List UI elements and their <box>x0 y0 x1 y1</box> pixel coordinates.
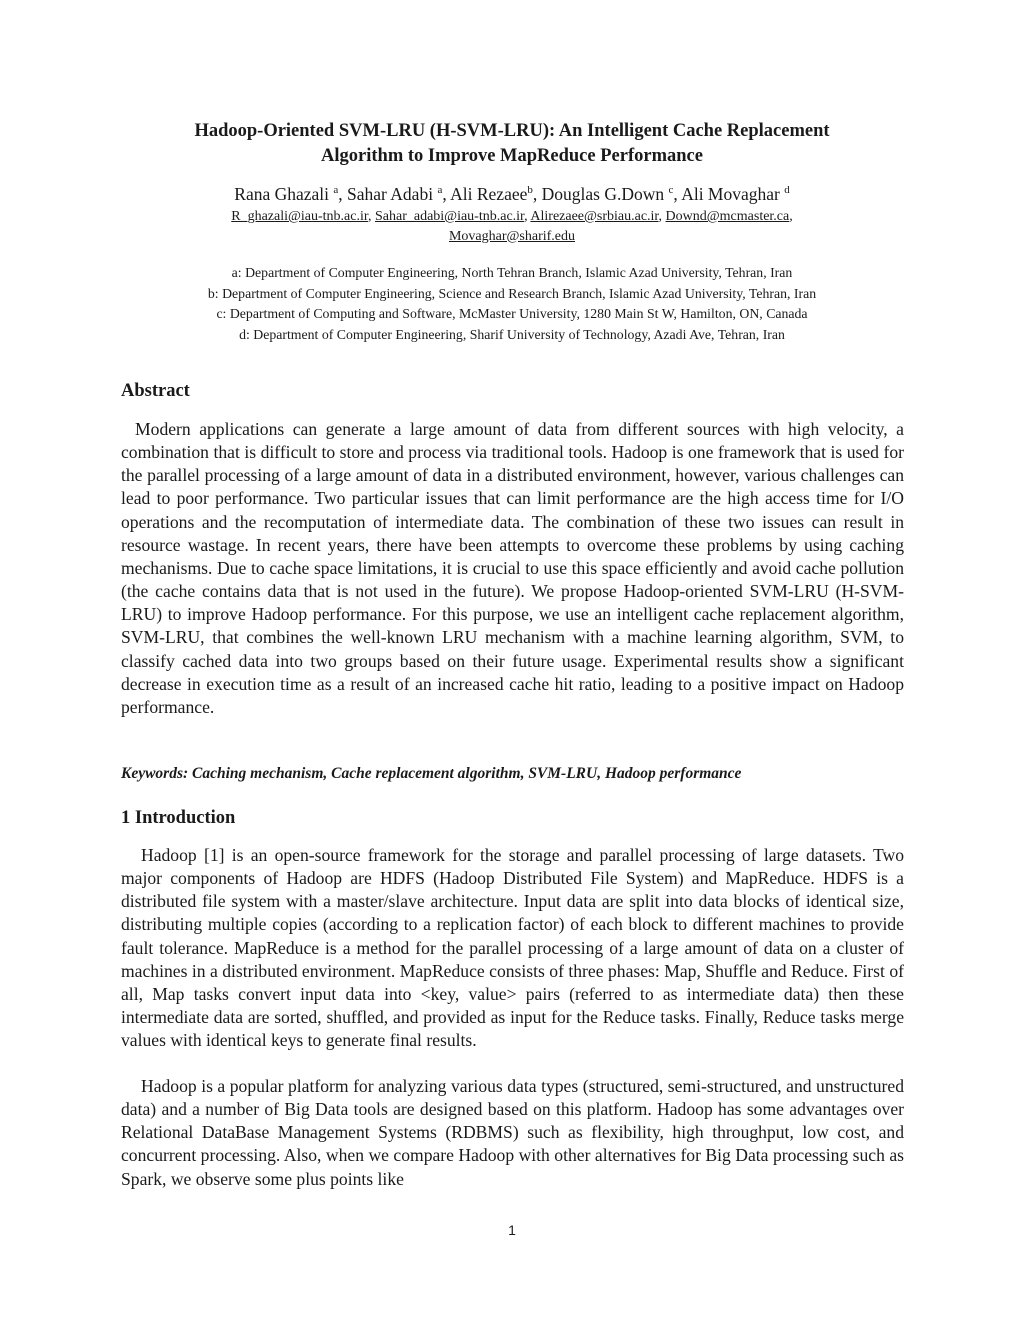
paper-title <box>120 119 904 169</box>
abstract-heading: Abstract <box>121 381 190 401</box>
title-line-1: Hadoop-Oriented SVM-LRU (H-SVM-LRU): An Intelligent Cache Replacement <box>194 121 830 141</box>
affiliation-list <box>110 263 914 345</box>
author-affiliation-mark: a <box>333 184 339 197</box>
author-name: Sahar Adabi <box>347 184 434 204</box>
affiliation-item: b: Department of Computer Engineering, Science and Research Branch, Islamic Azad University, Tehran, Iran <box>207 285 817 301</box>
introduction-heading: 1 Introduction <box>121 808 236 828</box>
email-link[interactable]: Alirezaee@srbiau.ac.ir <box>530 209 659 224</box>
page-number: 1 <box>508 1222 516 1238</box>
author-affiliation-mark: d <box>784 184 790 197</box>
author-name: Douglas G.Down <box>541 184 665 204</box>
email-link[interactable]: R_ghazali@iau-tnb.ac.ir <box>231 209 368 224</box>
introduction-paragraph-2: Hadoop is a popular platform for analyzing various data types (structured, semi-structured, and unstructured data) and a number of Big Data tools are designed based on this platform. Hadoop has some advantages over Relational DataBase Management Systems (RDBMS) such as flexibility, high throughput, low cost, and concurrent processing. Also, when we compare Hadoop with other alternatives for Big Data processing such as Spark, we observe some plus points like <box>121 1076 904 1189</box>
title-line-2: Algorithm to Improve MapReduce Performance <box>321 146 703 166</box>
affiliation-item: d: Department of Computer Engineering, Sharif University of Technology, Azadi Ave, Tehran, Iran <box>239 326 785 342</box>
email-link[interactable]: Movaghar@sharif.edu <box>448 228 576 244</box>
email-link[interactable]: Downd@mcmaster.ca <box>665 209 790 224</box>
email-list: R_ghazali@iau-tnb.ac.ir, Sahar_adabi@iau-tnb.ac.ir, Alirezaee@srbiau.ac.ir, Downd@mcmaster.ca, Movaghar@sharif.edu <box>231 209 793 244</box>
author-affiliation-mark: b <box>527 184 533 197</box>
introduction-paragraph-1: Hadoop [1] is an open-source framework for the storage and parallel processing of large datasets. Two major components of Hadoop are HDFS (Hadoop Distributed File System) and MapReduce. HDFS is a distributed file system with a master/slave architecture. Input data are split into data blocks of identical size, distributing multiple copies (according to a replication factor) of each block to different machines to provide fault tolerance. MapReduce is a method for the parallel processing of a large amount of data on a cluster of machines in a distributed environment. MapReduce consists of three phases: Map, Shuffle and Reduce. First of all, Map tasks convert input data into <key, value> pairs (referred to as intermediate data) then these intermediate data are sorted, shuffled, and provided as input for the Reduce tasks. Finally, Reduce tasks merge values with identical keys to generate final results. <box>121 845 904 1051</box>
keywords: Keywords: Caching mechanism, Cache replacement algorithm, SVM-LRU, Hadoop performance <box>121 765 742 782</box>
affiliation-item: c: Department of Computing and Software, McMaster University, 1280 Main St W, Hamilton, ON, Canada <box>216 306 808 321</box>
author-name: Rana Ghazali <box>234 184 330 204</box>
author-name: Ali Rezaee <box>450 184 528 204</box>
affiliation-item: a: Department of Computer Engineering, North Tehran Branch, Islamic Azad University, Tehran, Iran <box>231 265 793 280</box>
abstract-body: Modern applications can generate a large amount of data from different sources with high velocity, a combination that is difficult to store and process via traditional tools. Hadoop is one framework that is used for the parallel processing of a large amount of data in a distributed environment, however, various challenges can lead to poor performance. Two particular issues that can limit performance are the high access time for I/O operations and the recomputation of intermediate data. The combination of these two issues can result in resource wastage. In recent years, there have been attempts to overcome these problems by using caching mechanisms. Due to cache space limitations, it is crucial to use this space efficiently and avoid cache pollution (the cache contains data that is not used in the future). We propose Hadoop-oriented SVM-LRU (H-SVM-LRU) to improve Hadoop performance. For this purpose, we use an intelligent cache replacement algorithm, SVM-LRU, that combines the well-known LRU mechanism with a machine learning algorithm, SVM, to classify cached data into two groups based on their future usage. Experimental results show a significant decrease in execution time as a result of an increased cache hit ratio, leading to a positive impact on Hadoop performance. <box>121 419 904 717</box>
author-affiliation-mark: c <box>668 184 674 197</box>
author-list: Rana Ghazali $^a$, Sahar Adabi $^a$, Ali Rezaee$^b$, Douglas G.Down $^c$, Ali Movaghar $^d$ <box>234 184 790 204</box>
author-affiliation-mark: a <box>437 184 443 197</box>
email-link[interactable]: Sahar_adabi@iau-tnb.ac.ir <box>374 209 525 224</box>
author-name: Ali Movaghar <box>681 184 780 204</box>
